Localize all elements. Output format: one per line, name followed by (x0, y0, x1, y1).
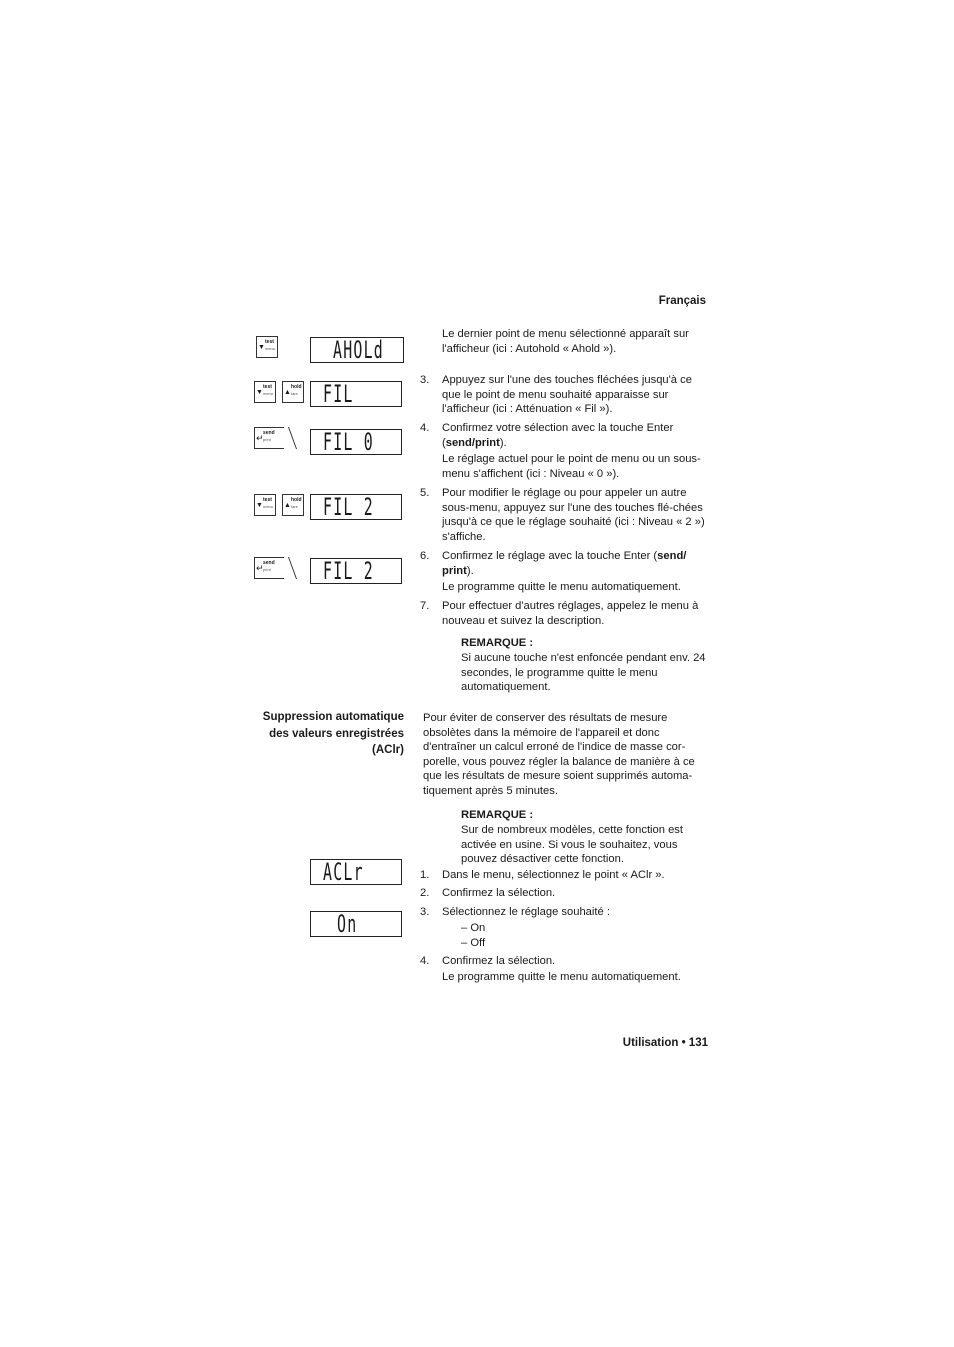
step-number: 7. (420, 600, 430, 612)
step-number: 4. (420, 955, 430, 967)
note-title: REMARQUE : (461, 637, 534, 649)
up-key-icon: ▲ hold tare (282, 381, 304, 403)
step-subtext: Le programme quitte le menu automatiquement. (442, 581, 681, 593)
down-key-icon: ▼ test menu (254, 381, 276, 403)
step-number: 4. (420, 422, 430, 434)
step-number: 1. (420, 869, 430, 881)
step-text: Confirmez le réglage avec la touche Enter (send/ print). (442, 550, 687, 577)
note-text: Sur de nombreux modèles, cette fonction est activée en usine. Si vous le souhaitez, vous pouvez désactiver cette fonction. (461, 824, 684, 866)
step-text: Confirmez la sélection. (442, 887, 556, 899)
option-item: – On (461, 922, 486, 934)
step-text: Sélectionnez le réglage souhaité : (442, 906, 610, 918)
enter-key-icon: ↵ send print (254, 427, 284, 449)
step-text: Confirmez la sélection. (442, 955, 556, 967)
page-footer: Utilisation • 131 (622, 1037, 708, 1049)
lcd-display: FIL 2 (310, 494, 402, 520)
section-intro: Pour éviter de conserver des résultats de mesure obsolètes dans la mémoire de l'appareil et donc d'entraîner un calcul erroné de l'indice de masse cor-porelle, vous pouvez régler la balance de manière à ce que les résultats de mesure soient supprimés automa-tiquement après 5 minutes. (423, 712, 695, 797)
lcd-display: On (310, 911, 402, 937)
option-item: – Off (461, 937, 486, 949)
note-title: REMARQUE : (461, 809, 534, 821)
lcd-display: FIL (310, 381, 402, 407)
step-text: Confirmez votre sélection avec la touche Enter (send/print). (442, 422, 674, 449)
step-number: 5. (420, 487, 430, 499)
enter-key-icon: ↵ send print (254, 557, 284, 579)
step-text: Pour effectuer d'autres réglages, appelez le menu à nouveau et suivez la description. (442, 600, 699, 627)
step-number: 3. (420, 906, 430, 918)
step-number: 3. (420, 374, 430, 386)
step-text: Dans le menu, sélectionnez le point « AClr ». (442, 869, 665, 881)
step-number: 2. (420, 887, 430, 899)
lcd-display: AHOLd (310, 337, 404, 363)
down-key-icon: ▼ test menu (254, 494, 276, 516)
step-subtext: Le programme quitte le menu automatiquement. (442, 971, 681, 983)
note-text: Si aucune touche n'est enfoncée pendant env. 24 secondes, le programme quitte le menu automatiquement. (461, 652, 706, 694)
intro-text: Le dernier point de menu sélectionné apparaît sur l'afficheur (ici : Autohold « Ahold »). (442, 328, 689, 355)
lcd-display: ACLr (310, 859, 402, 885)
lcd-display: FIL 0 (310, 429, 402, 455)
up-key-icon: ▲ hold tare (282, 494, 304, 516)
step-number: 6. (420, 550, 430, 562)
step-text: Appuyez sur l'une des touches fléchées jusqu'à ce que le point de menu souhaité apparaisse sur l'afficheur (ici : Atténuation « Fil »). (442, 374, 692, 416)
step-subtext: Le réglage actuel pour le point de menu ou un sous-menu s'affichent (ici : Niveau « 0 »). (442, 453, 701, 480)
lcd-display: FIL 2 (310, 558, 402, 584)
language-label: Français (658, 295, 706, 307)
step-text: Pour modifier le réglage ou pour appeler un autre sous-menu, appuyez sur l'une des touches flé-chées jusqu'à ce que le réglage souhaité (ici : Niveau « 2 ») s'affiche. (442, 487, 705, 543)
section-heading: Suppression automatique des valeurs enregistrées (AClr) (262, 711, 404, 757)
down-key-icon: ▼ test menu (256, 336, 278, 358)
